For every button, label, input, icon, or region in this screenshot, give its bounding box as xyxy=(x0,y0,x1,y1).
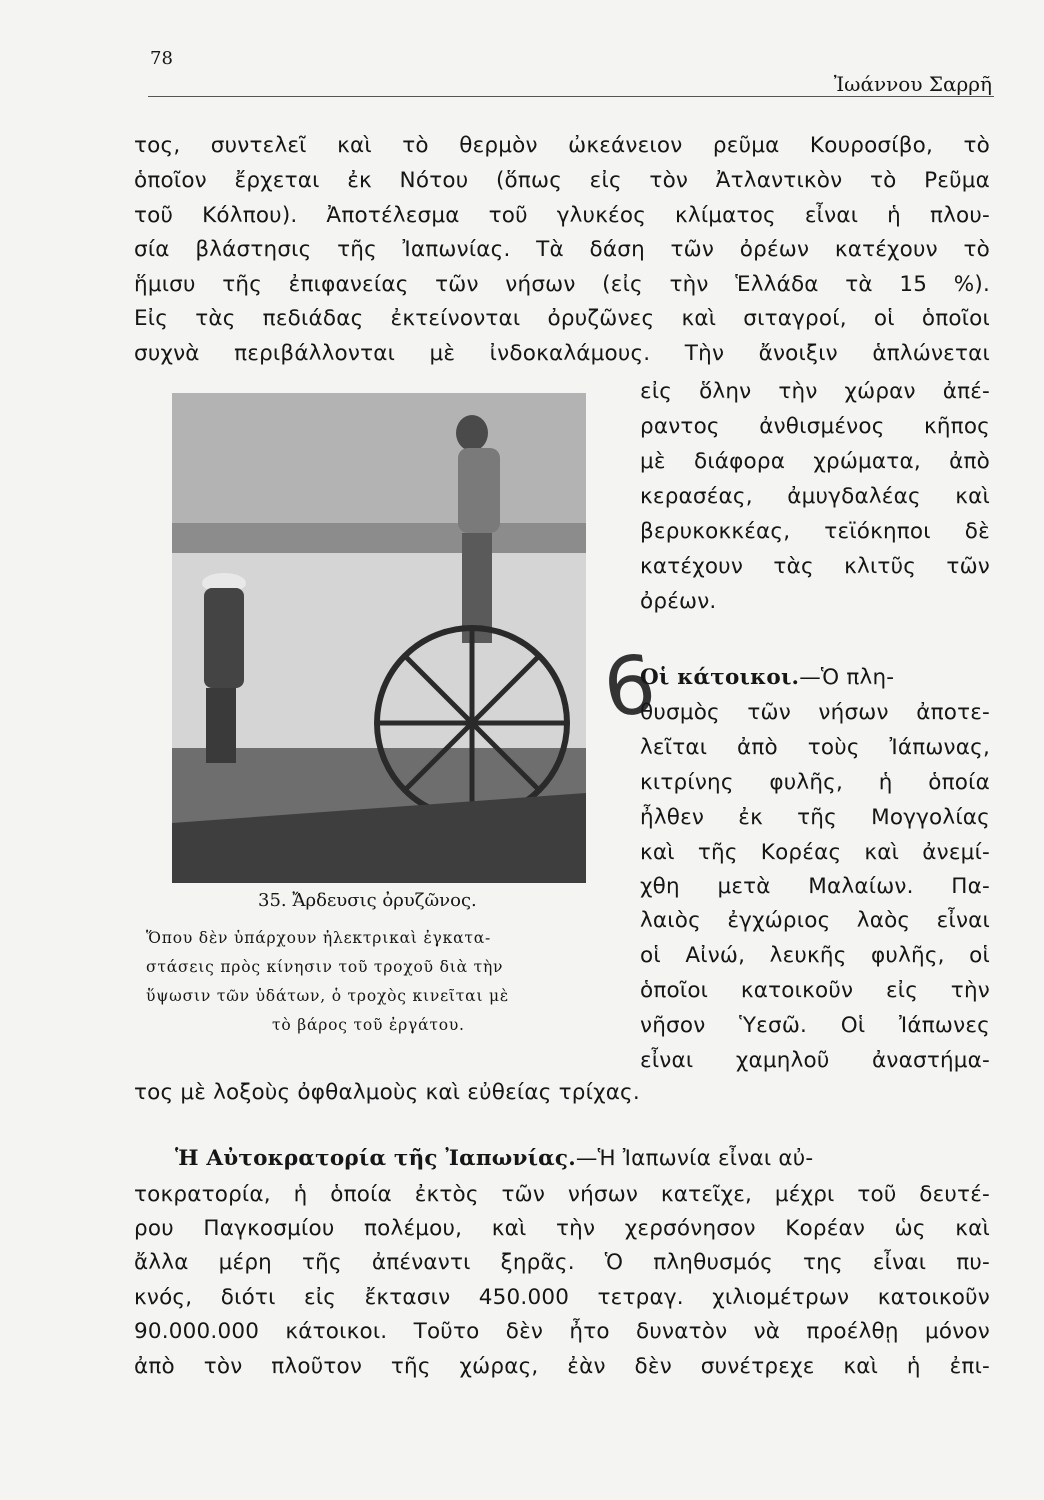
figure-caption-line: στάσεις πρὸς κίνησιν τοῦ τροχοῦ διὰ τὴν xyxy=(146,958,504,976)
text-line: τος, συντελεῖ καὶ τὸ θερμὸν ὠκεάνειον ρεῦμα Κουροσίβο, τὸ xyxy=(134,133,990,158)
text-line: νῆσον Ὑεσῶ. Οἱ Ἰάπωνες xyxy=(640,1013,990,1038)
text-line: Εἰς τὰς πεδιάδας ἐκτείνονται ὀρυζῶνες καὶ σιταγροί, οἱ ὁποῖοι xyxy=(134,306,990,331)
text-line: συχνὰ περιβάλλονται μὲ ἰνδοκαλάμους. Τὴν ἄνοιξιν ἁπλώνεται xyxy=(134,341,990,366)
page-number: 78 xyxy=(150,48,173,69)
text-line: λαιὸς ἐγχώριος λαὸς εἶναι xyxy=(640,908,990,933)
text-line: εἰς ὅλην τὴν χώραν ἀπέ- xyxy=(640,379,990,404)
figure-caption-title: 35. Ἄρδευσις ὀρυζῶνος. xyxy=(258,890,477,911)
text-line: ἀπὸ τὸν πλοῦτον τῆς χώρας, ἐὰν δὲν συνέτρεχε καὶ ἡ ἐπι- xyxy=(134,1354,990,1379)
figure-caption-line: τὸ βάρος τοῦ ἐργάτου. xyxy=(272,1016,465,1034)
text-line: 90.000.000 κάτοικοι. Τοῦτο δὲν ἦτο δυνατὸν νὰ προέλθῃ μόνον xyxy=(134,1319,990,1344)
handwritten-annotation: 6 xyxy=(597,636,662,737)
text-line xyxy=(175,1146,990,1172)
text-line: τοῦ Κόλπου). Ἀποτέλεσμα τοῦ γλυκέος κλίματος εἶναι ἡ πλου- xyxy=(134,203,990,228)
running-header-author: Ἰωάννου Σαρρῆ xyxy=(833,72,992,96)
text-fragment: —Ὁ πλη- xyxy=(799,665,895,690)
text-line: σία βλάστησις τῆς Ἰαπωνίας. Τὰ δάση τῶν ὀρέων κατέχουν τὸ xyxy=(134,237,990,262)
text-fragment: —Ἡ Ἰαπωνία εἶναι αὐ- xyxy=(575,1146,814,1171)
text-line xyxy=(640,665,990,691)
section-heading-inhabitants: Οἱ κάτοικοι. xyxy=(640,665,800,690)
text-line: ἦλθεν ἐκ τῆς Μογγολίας xyxy=(640,805,990,830)
text-line: χθη μετὰ Μαλαίων. Πα- xyxy=(640,874,990,899)
text-line: βερυκοκκέας, τεϊόκηποι δὲ xyxy=(640,519,990,544)
text-line: κατέχουν τὰς κλιτῦς τῶν xyxy=(640,554,990,579)
text-line: κιτρίνης φυλῆς, ἡ ὁποία xyxy=(640,770,990,795)
text-line: ρου Παγκοσμίου πολέμου, καὶ τὴν χερσόνησον Κορέαν ὡς καὶ xyxy=(134,1216,990,1241)
photo-rice-field-irrigation xyxy=(172,393,586,883)
figure-caption-line: Ὅπου δὲν ὑπάρχουν ἠλεκτρικαὶ ἐγκατα- xyxy=(146,929,492,947)
photo-illustration xyxy=(172,393,586,883)
text-line: κνός, διότι εἰς ἔκτασιν 450.000 τετραγ. χιλιομέτρων κατοικοῦν xyxy=(134,1285,990,1310)
text-line: θυσμὸς τῶν νήσων ἀποτε- xyxy=(640,700,990,725)
text-line: κερασέας, ἀμυγδαλέας καὶ xyxy=(640,484,990,509)
text-line: ὀρέων. xyxy=(640,589,717,614)
text-line: τοκρατορία, ἡ ὁποία ἐκτὸς τῶν νήσων κατεῖχε, μέχρι τοῦ δευτέ- xyxy=(134,1182,990,1207)
text-line: καὶ τῆς Κορέας καὶ ἀνεμί- xyxy=(640,840,990,865)
text-line: ραντος ἀνθισμένος κῆπος xyxy=(640,414,990,439)
text-line: εἶναι χαμηλοῦ ἀναστήμα- xyxy=(640,1048,990,1073)
text-line: ὁποῖοι κατοικοῦν εἰς τὴν xyxy=(640,978,990,1003)
text-line: ὁποῖον ἔρχεται ἐκ Νότου (ὅπως εἰς τὸν Ἀτλαντικὸν τὸ Ρεῦμα xyxy=(134,168,990,193)
text-line: λεῖται ἀπὸ τοὺς Ἰάπωνας, xyxy=(640,735,990,760)
section-heading-empire: Ἡ Αὐτοκρατορία τῆς Ἰαπωνίας. xyxy=(175,1146,576,1171)
text-line: οἱ Αἰνώ, λευκῆς φυλῆς, οἱ xyxy=(640,943,990,968)
text-line: μὲ διάφορα χρώματα, ἀπὸ xyxy=(640,449,990,474)
text-line: τος μὲ λοξοὺς ὀφθαλμοὺς καὶ εὐθείας τρίχας. xyxy=(134,1080,640,1105)
text-line: ἥμισυ τῆς ἐπιφανείας τῶν νήσων (εἰς τὴν Ἑλλάδα τὰ 15 %). xyxy=(134,272,990,297)
header-rule xyxy=(148,96,994,97)
figure-caption-line: ὕψωσιν τῶν ὑδάτων, ὁ τροχὸς κινεῖται μὲ xyxy=(146,987,510,1005)
text-line: ἄλλα μέρη τῆς ἀπέναντι ξηρᾶς. Ὁ πληθυσμός της εἶναι πυ- xyxy=(134,1250,990,1275)
